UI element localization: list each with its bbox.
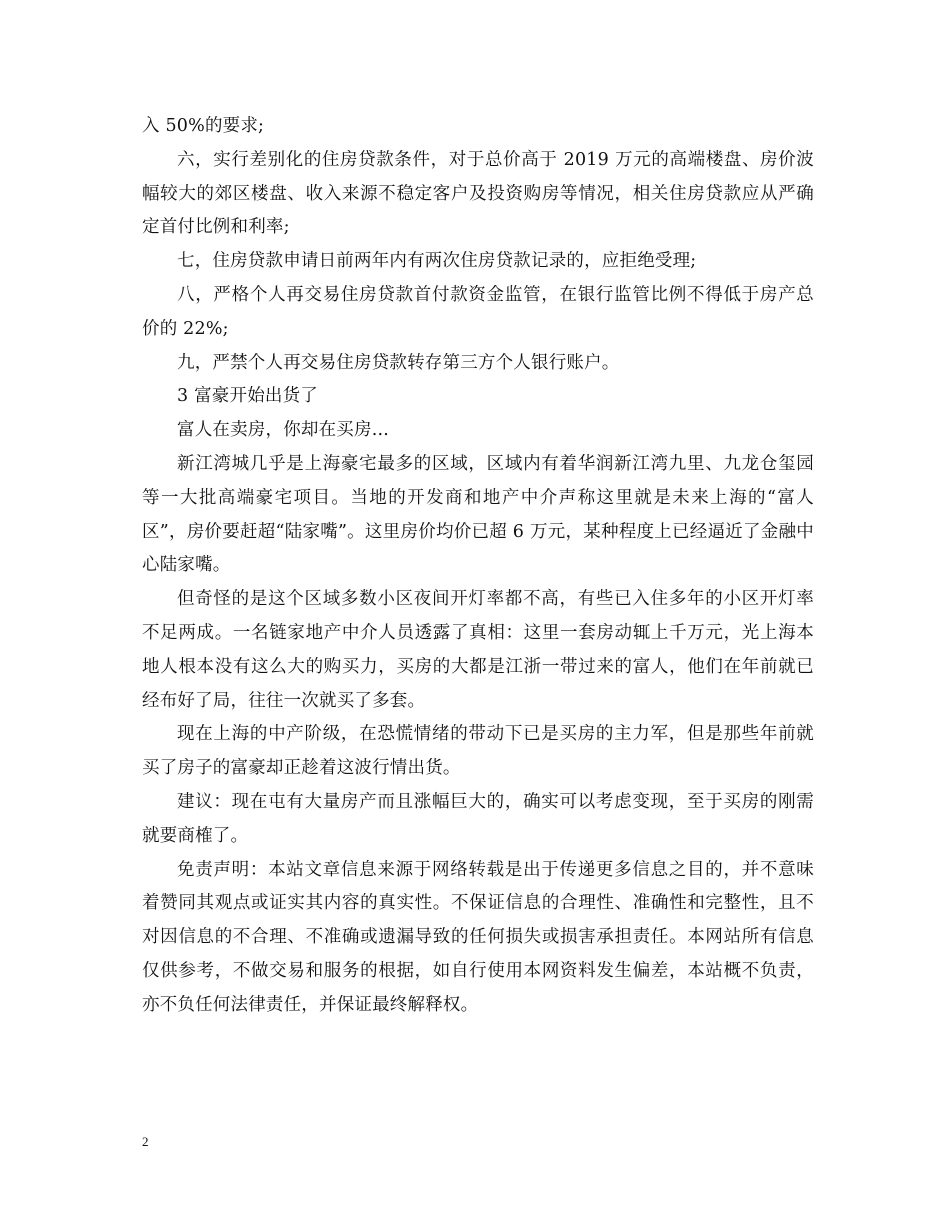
section-heading: 3 富豪开始出货了 — [177, 386, 318, 407]
paragraph-item-seven: 七，住房贷款申请日前两年内有两次住房贷款记录的，应拒绝受理; — [177, 251, 697, 272]
page-number: 2 — [142, 1134, 149, 1149]
paragraph-item-eight: 八，严格个人再交易住房贷款首付款资金监管，在银行监管比例不得低于房产总价的 22%; — [142, 284, 814, 339]
paragraph-body: 但奇怪的是这个区域多数小区夜间开灯率都不高，有些已入住多年的小区开灯率不足两成。一名链家地产中介人员透露了真相：这里一套房动辄上千万元，光上海本地人根本没有这么大的购买力，买房的大都是江浙一带过来的富人，他们在年前就已经布好了局，往往一次就买了多套。 — [142, 589, 814, 711]
paragraph-body: 现在上海的中产阶级，在恐慌情绪的带动下已是买房的主力军，但是那些年前就买了房子的富豪却正趁着这波行情出货。 — [142, 724, 814, 779]
paragraph-item-six: 六，实行差别化的住房贷款条件，对于总价高于 2019 万元的高端楼盘、房价波幅较大的郊区楼盘、收入来源不稳定客户及投资购房等情况，相关住房贷款应从严确定首付比例和利率; — [142, 149, 814, 238]
paragraph-disclaimer: 免责声明：本站文章信息来源于网络转载是出于传递更多信息之目的，并不意味着赞同其观点或证实其内容的真实性。不保证信息的合理性、准确性和完整性，且不对因信息的不合理、不准确或遗漏导致的任何损失或损害承担责任。本网站所有信息仅供参考，不做交易和服务的根据，如自行使用本网资料发生偏差，本站概不负责，亦不负任何法律责任，并保证最终解释权。 — [142, 859, 814, 1015]
paragraph-suggestion: 建议：现在屯有大量房产而且涨幅巨大的，确实可以考虑变现，至于买房的刚需就要商榷了。 — [142, 791, 814, 846]
paragraph-body: 新江湾城几乎是上海豪宅最多的区域，区域内有着华润新江湾九里、九龙仓玺园等一大批高端豪宅项目。当地的开发商和地产中介声称这里就是未来上海的“富人区”，房价要赶超“陆家嘴”。这里房价均价已超 6 万元，某种程度上已经逼近了金融中心陆家嘴。 — [142, 453, 814, 576]
paragraph-continuation: 入 50%的要求; — [142, 116, 265, 136]
paragraph-subheading: 富人在卖房，你却在买房... — [177, 420, 389, 441]
paragraph-item-nine: 九，严禁个人再交易住房贷款转存第三方个人银行账户。 — [177, 352, 620, 373]
document-body — [142, 110, 814, 1023]
